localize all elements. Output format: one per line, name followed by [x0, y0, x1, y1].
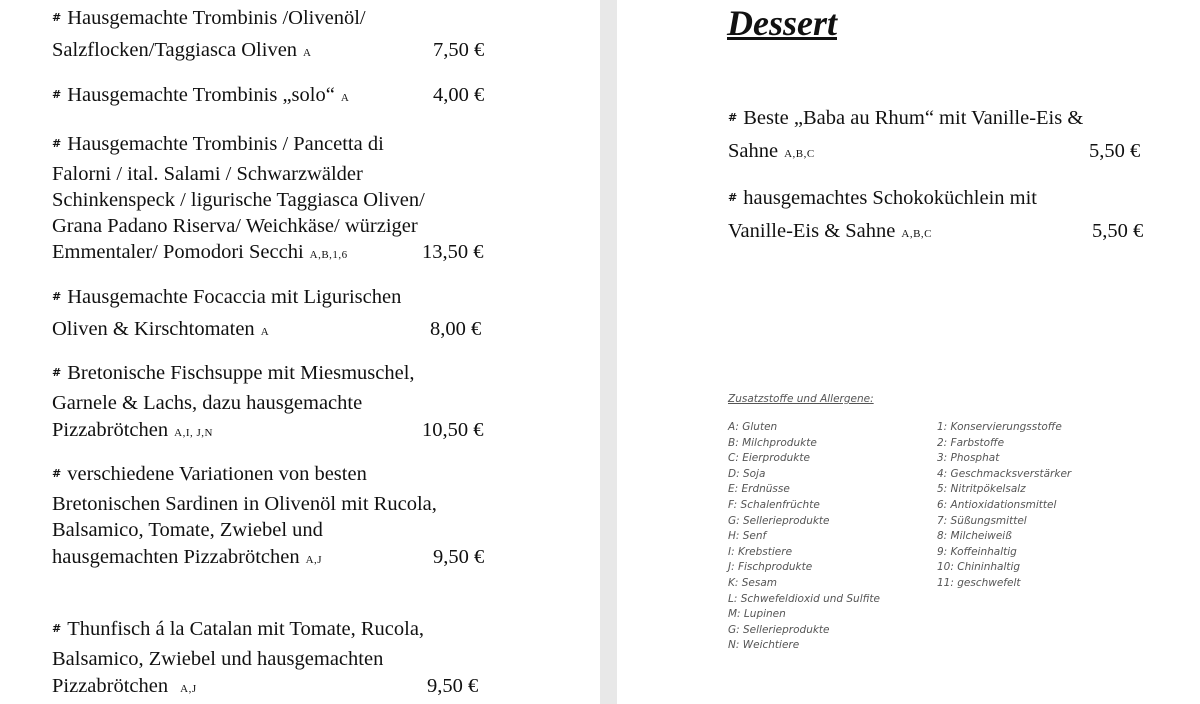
menu-item-text: Hausgemachte Trombinis „solo“ [67, 84, 335, 106]
menu-item-price: 4,00 € [433, 84, 485, 106]
allergen-codes: A,B,C [784, 148, 815, 160]
legend-entry: C: Eierprodukte [728, 452, 810, 465]
legend-entry: G: Sellerieprodukte [728, 514, 830, 527]
legend-entry: E: Erdnüsse [728, 483, 790, 496]
allergen-codes: A [340, 92, 350, 104]
menu-item-text: Falorni / ital. Salami / Schwarzwälder [52, 163, 363, 185]
menu-item-text: verschiedene Variationen von besten [67, 463, 367, 485]
menu-item-price: 9,50 € [433, 546, 485, 568]
legend-entry: 8: Milcheiweiß [937, 530, 1012, 543]
hash-marker-icon: # [52, 137, 62, 150]
hash-marker-icon: # [728, 191, 738, 204]
legend-entry: 3: Phosphat [937, 452, 1000, 465]
legend-entry: A: Gluten [728, 421, 778, 433]
legend-entry: L: Schwefeldioxid und Sulfite [728, 592, 880, 605]
legend-entry: F: Schalenfrüchte [728, 498, 820, 511]
menu-item-text: Garnele & Lachs, dazu hausgemachte [52, 392, 363, 414]
menu-item-price: 9,50 € [427, 675, 479, 697]
additive-list [937, 422, 1071, 594]
legend-entry: D: Soja [728, 467, 766, 480]
section-title: Dessert [727, 3, 837, 43]
menu-item-text: Hausgemachte Trombinis /Olivenöl/ [67, 7, 366, 29]
menu-item-text: Balsamico, Tomate, Zwiebel und [52, 519, 323, 541]
menu-item-text: Oliven & Kirschtomaten [52, 318, 255, 340]
legend-title: Zusatzstoffe und Allergene: [728, 393, 874, 405]
menu-item-text: Balsamico, Zwiebel und hausgemachten [52, 648, 384, 670]
menu-item-text: Hausgemachte Trombinis / Pancetta di [67, 133, 384, 155]
legend-entry: 11: geschwefelt [937, 576, 1021, 589]
menu-item-text: Bretonische Fischsuppe mit Miesmuschel, [67, 362, 415, 384]
allergen-codes: A,J [305, 554, 323, 566]
menu-item-text: Bretonischen Sardinen in Olivenöl mit Rucola, [52, 493, 437, 515]
menu-item-text: Thunfisch á la Catalan mit Tomate, Rucola, [67, 618, 425, 640]
allergen-codes: A [303, 47, 312, 59]
legend-entry: K: Sesam [728, 576, 778, 589]
menu-item-text: hausgemachten Pizzabrötchen [52, 546, 300, 568]
allergen-codes: A [260, 326, 270, 338]
menu-item-price: 10,50 € [422, 419, 484, 441]
allergen-codes: A,I, J,N [174, 427, 213, 439]
menu-item-text: Pizzabrötchen [52, 675, 169, 697]
menu-item-price: 8,00 € [430, 318, 482, 340]
hash-marker-icon: # [52, 88, 62, 101]
legend-entry: B: Milchprodukte [728, 436, 817, 449]
hash-marker-icon: # [52, 366, 62, 379]
legend-entry: I: Krebstiere [728, 545, 793, 558]
menu-item-text: Emmentaler/ Pomodori Secchi [52, 241, 304, 263]
menu-item-text: Hausgemachte Focaccia mit Ligurischen [67, 286, 402, 308]
legend-entry: 7: Süßungsmittel [937, 514, 1027, 527]
legend-entry: 6: Antioxidationsmittel [937, 498, 1057, 511]
hash-marker-icon: # [728, 111, 738, 124]
menu-item-text: Pizzabrötchen [52, 419, 169, 441]
menu-item-text: hausgemachtes Schokoküchlein mit [743, 187, 1037, 209]
menu-item-text: Schinkenspeck / ligurische Taggiasca Oliven/ [52, 189, 425, 211]
hash-marker-icon: # [52, 622, 62, 635]
allergen-codes: A,B,C [901, 228, 933, 240]
legend-entry: H: Senf [728, 530, 767, 543]
legend-entry: J: Fischprodukte [728, 561, 813, 574]
hash-marker-icon: # [52, 290, 62, 303]
menu-item-price: 7,50 € [433, 39, 485, 61]
menu-item-text: Vanille-Eis & Sahne [728, 220, 896, 242]
legend-entry: M: Lupinen [728, 608, 786, 621]
allergen-list [728, 422, 880, 656]
legend-entry: N: Weichtiere [728, 639, 800, 652]
legend-entry: 1: Konservierungsstoffe [937, 421, 1062, 433]
hash-marker-icon: # [52, 11, 62, 24]
menu-item-text: Sahne [728, 140, 779, 162]
menu-page-right [617, 0, 1200, 704]
allergen-codes: A,B,1,6 [309, 249, 348, 261]
legend-entry: 10: Chininhaltig [937, 561, 1021, 574]
menu-item-text: Grana Padano Riserva/ Weichkäse/ würziger [52, 215, 418, 237]
menu-item-text: Beste „Baba au Rhum“ mit Vanille-Eis & [743, 107, 1084, 129]
legend-entry: 5: Nitritpökelsalz [937, 483, 1026, 496]
menu-item-price: 5,50 € [1092, 220, 1144, 242]
allergen-legend [617, 0, 1200, 704]
hash-marker-icon: # [52, 467, 62, 480]
allergen-codes: A,J [180, 683, 197, 695]
legend-entry: 9: Koffeinhaltig [937, 545, 1017, 558]
legend-entry: G: Sellerieprodukte [728, 623, 830, 636]
menu-item-price: 5,50 € [1089, 140, 1141, 162]
legend-entry: 4: Geschmacksverstärker [937, 467, 1072, 480]
menu-item-text: Salzflocken/Taggiasca Oliven [52, 39, 298, 61]
menu-item-price: 13,50 € [422, 241, 484, 263]
legend-entry: 2: Farbstoffe [937, 436, 1005, 449]
